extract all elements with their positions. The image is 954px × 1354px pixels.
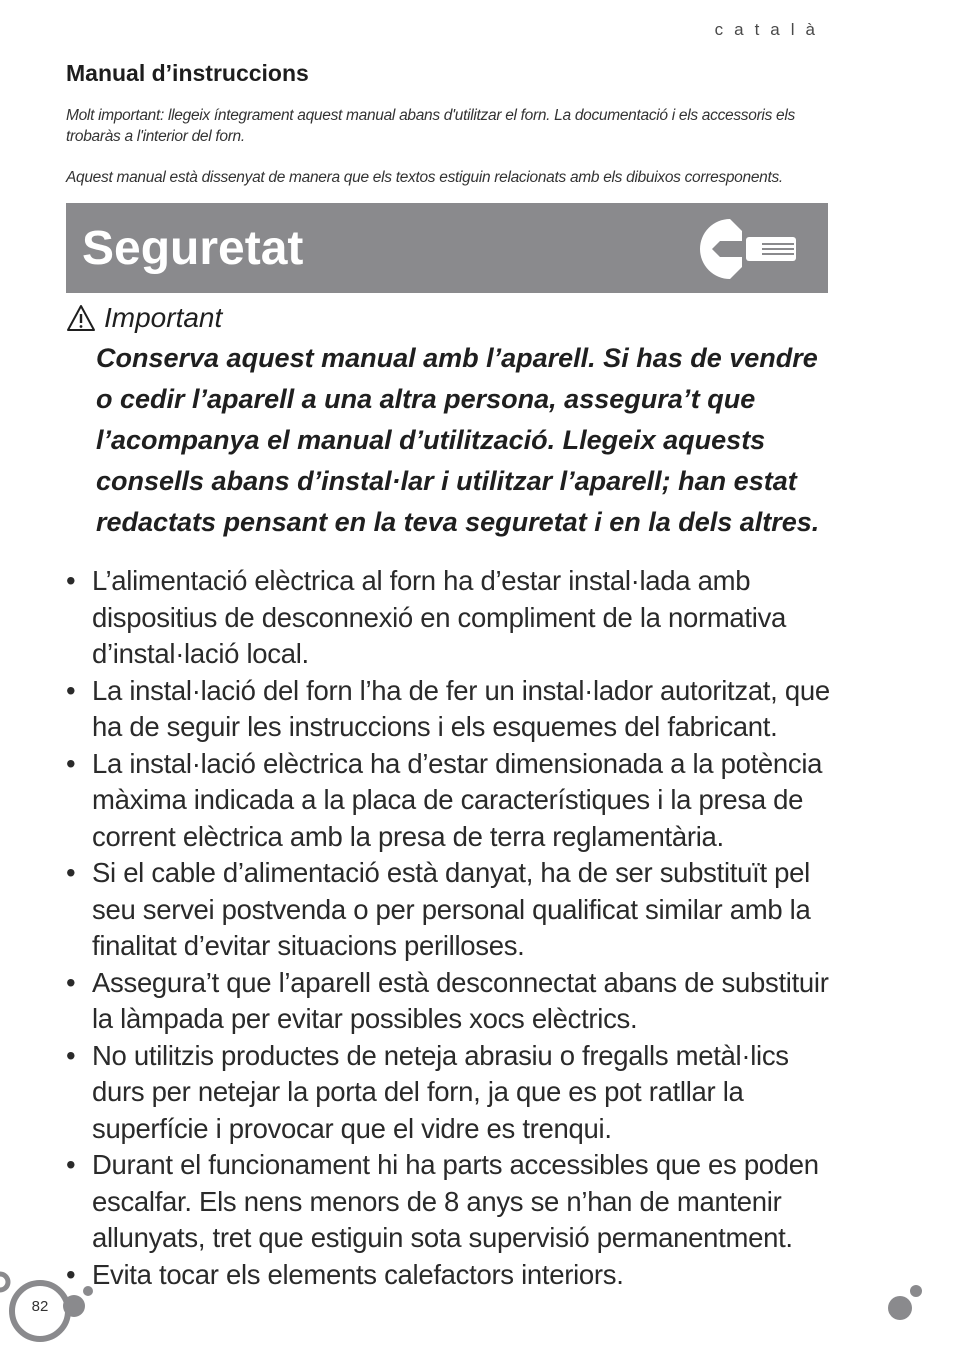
section-title: Seguretat [82, 222, 304, 275]
important-heading [66, 298, 826, 338]
intro-paragraph-2: Aquest manual està dissenyat de manera que els textos estiguin relacionats amb els dibuixos corresponents. [66, 169, 783, 186]
page-number: 82 [31, 1298, 49, 1315]
bullet-icon: • [66, 1258, 76, 1290]
list-item-text: Durant el funcionament hi ha parts accessibles que es poden escalfar. Els nens menors de 8 anys se n’han de mantenir allunyats, tret que estiguin sota supervisió permanentment. [92, 1149, 819, 1253]
language-label: català [714, 20, 826, 39]
bullet-icon: • [66, 565, 76, 596]
manual-title: Manual d’instruccions [66, 60, 309, 86]
important-body: Conserva aquest manual amb l’aparell. Si has de vendre o cedir l’aparell a una altra persona, assegura’t que l’acompanya el manual d’utilització. Llegeix aquests consells abans d’instal·lar i utilitzar l’aparell; han estat redactats pensant en la teva seguretat i en la dels altres. [96, 343, 820, 537]
bullet-icon: • [66, 966, 76, 998]
list-item [66, 673, 836, 746]
bullet-icon: • [66, 674, 76, 706]
list-item [66, 1038, 836, 1148]
safety-rules-list [66, 563, 836, 1293]
list-item-text: Evita tocar els elements calefactors interiors. [92, 1258, 624, 1290]
list-item [66, 1147, 836, 1257]
bullet-icon: • [66, 747, 76, 779]
list-item-text: La instal·lació del forn l’ha de fer un instal·lador autoritzat, que ha de seguir les instruccions i els esquemes del fabricant. [92, 674, 830, 742]
list-item [66, 855, 836, 965]
list-item [66, 965, 836, 1038]
bullet-icon: • [66, 857, 76, 888]
list-item [66, 1257, 836, 1294]
intro-paragraph-1: Molt important: llegeix íntegrament aquest manual abans d'utilitzar el forn. La documentació i els accessoris els trobaràs a l'interior del forn. [66, 107, 795, 145]
list-item-text: L’alimentació elèctrica al forn ha d’estar instal·lada amb dispositius de desconnexió en compliment de la normativa d’instal·lació local. [92, 565, 787, 669]
list-item-text: Assegura’t que l’aparell està desconnectat abans de substituir la làmpada per evitar possibles xocs elèctrics. [92, 966, 829, 1034]
bullet-icon: • [66, 1039, 76, 1071]
dots-decoration [884, 1284, 928, 1324]
list-item [66, 746, 836, 856]
wrench-icon [692, 217, 802, 281]
bullet-icon: • [66, 1149, 76, 1180]
warning-triangle-icon [66, 304, 96, 332]
list-item [66, 563, 836, 673]
section-banner [66, 203, 828, 293]
list-item-text: La instal·lació elèctrica ha d’estar dimensionada a la potència màxima indicada a la placa de característiques i la presa de corrent elèctrica amb la presa de terra reglamentària. [92, 747, 823, 852]
list-item-text: Si el cable d’alimentació està danyat, ha de ser substituït pel seu servei postvenda o per personal qualificat similar amb la finalitat d’evitar situacions perilloses. [92, 857, 811, 961]
list-item-text: No utilitzis productes de neteja abrasiu o fregalls metàl·lics durs per netejar la porta del forn, ja que es pot ratllar la superfície i provocar que el vidre es trenqui. [92, 1039, 789, 1144]
important-heading-text: Important [104, 302, 223, 333]
important-notice [66, 298, 826, 543]
